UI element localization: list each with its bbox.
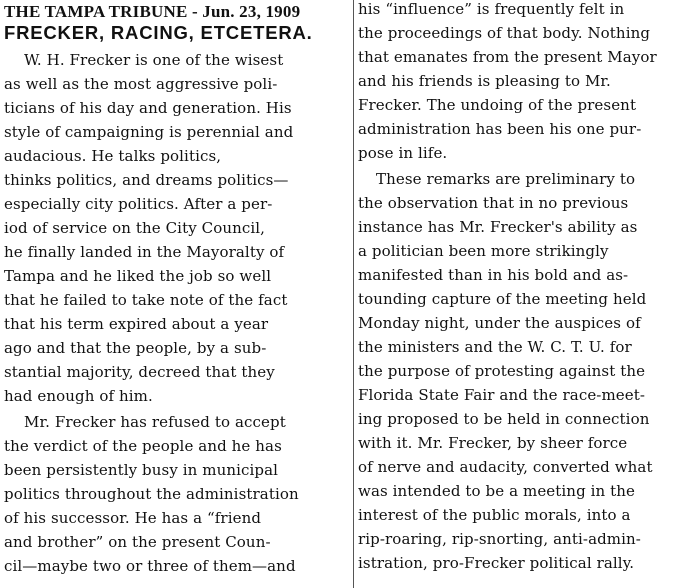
text-line: W. H. Frecker is one of the wisest — [24, 51, 284, 69]
text-line: These remarks are preliminary to — [376, 170, 636, 188]
text-line: iod of service on the City Council, — [4, 219, 266, 237]
text-line: istration, pro-Frecker political rally. — [358, 554, 635, 572]
text-line: Monday night, under the auspices of — [358, 314, 641, 332]
text-line: of nerve and audacity, converted what — [358, 458, 653, 476]
text-line: audacious. He talks politics, — [4, 147, 222, 165]
text-line: politics throughout the administration — [4, 485, 299, 503]
text-line: Tampa and he liked the job so well — [4, 267, 272, 285]
text-line: been persistently busy in municipal — [4, 461, 279, 479]
text-line: his “influence” is frequently felt in — [358, 0, 625, 18]
text-line: Florida State Fair and the race-meet- — [358, 386, 646, 404]
text-line: ing proposed to be held in connection — [358, 410, 650, 428]
text-line: style of campaigning is perennial and — [4, 123, 294, 141]
text-line: that emanates from the present Mayor — [358, 48, 657, 66]
text-line: the purpose of protesting against the — [358, 362, 646, 380]
text-line: of his successor. He has a “friend — [4, 509, 262, 527]
masthead: THE TAMPA TRIBUNE - Jun. 23, 1909 — [4, 2, 301, 21]
text-line: that he failed to take note of the fact — [4, 291, 288, 309]
text-line: had enough of him. — [4, 387, 153, 405]
text-line: especially city politics. After a per- — [4, 195, 273, 213]
text-line: instance has Mr. Frecker's ability as — [358, 218, 638, 236]
text-line: stantial majority, decreed that they — [4, 363, 275, 381]
text-line: a politician been more strikingly — [358, 242, 609, 260]
text-line: Frecker. The undoing of the present — [358, 96, 637, 114]
text-line: the verdict of the people and he has — [4, 437, 282, 455]
text-line: rip-roaring, rip-snorting, anti-admin- — [358, 530, 641, 548]
text-line: pose in life. — [358, 144, 448, 162]
text-line: interest of the public morals, into a — [358, 506, 631, 524]
text-line: with it. Mr. Frecker, by sheer force — [358, 434, 628, 452]
text-line: ago and that the people, by a sub- — [4, 339, 267, 357]
text-line: the observation that in no previous — [358, 194, 629, 212]
text-line: as well as the most aggressive poli- — [4, 75, 278, 93]
text-line: he finally landed in the Mayoralty of — [4, 243, 285, 261]
column-rule — [353, 0, 354, 588]
text-line: Mr. Frecker has refused to accept — [24, 413, 286, 431]
article-headline: FRECKER, RACING, ETCETERA. — [4, 22, 313, 43]
text-line: was intended to be a meeting in the — [358, 482, 636, 500]
text-line: administration has been his one pur- — [358, 120, 642, 138]
text-line: cil—maybe two or three of them—and — [4, 557, 296, 575]
text-line: and brother” on the present Coun- — [4, 533, 271, 551]
text-line: and his friends is pleasing to Mr. — [358, 72, 611, 90]
text-line: the proceedings of that body. Nothing — [358, 24, 651, 42]
text-line: manifested than in his bold and as- — [358, 266, 629, 284]
text-line: the ministers and the W. C. T. U. for — [358, 338, 632, 356]
text-line: ticians of his day and generation. His — [4, 99, 292, 117]
text-line: that his term expired about a year — [4, 315, 269, 333]
text-line: tounding capture of the meeting held — [358, 290, 647, 308]
text-line: thinks politics, and dreams politics— — [4, 171, 289, 189]
